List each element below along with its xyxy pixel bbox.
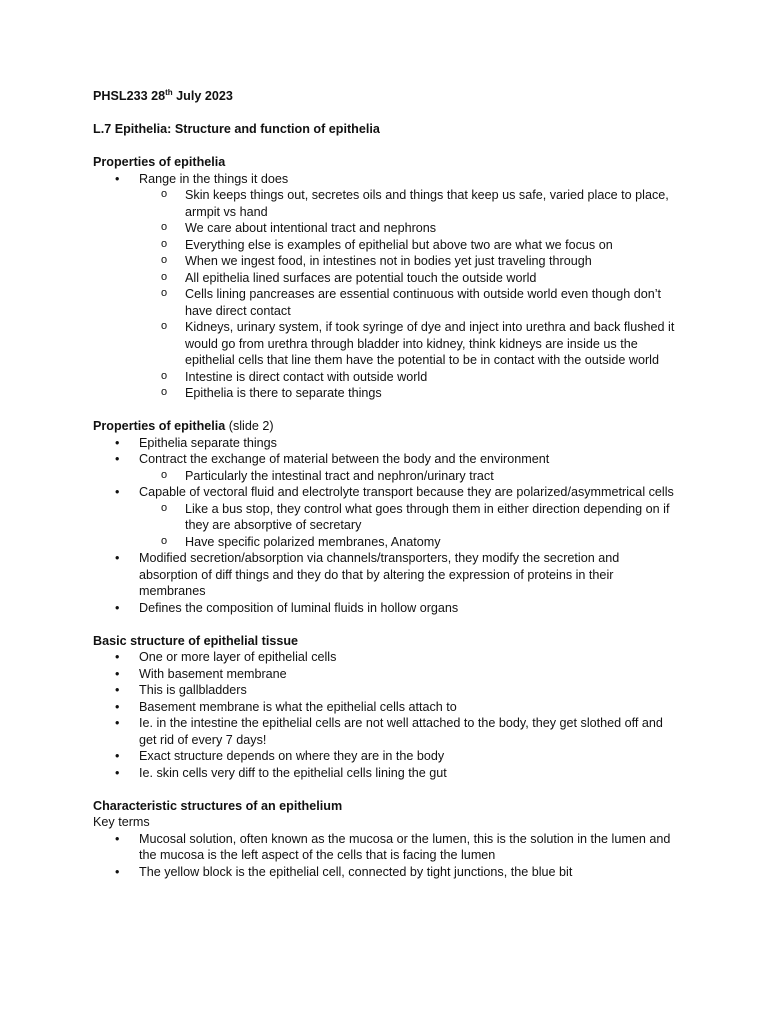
bullet-item: • Ie. in the intestine the epithelial cells are not well attached to the body, they get slothed off and get rid of every 7 days!: [93, 715, 678, 748]
bullet-item: • One or more layer of epithelial cells: [93, 649, 678, 666]
bullet-item: • The yellow block is the epithelial cell, connected by tight junctions, the blue bit: [93, 864, 678, 881]
bullet-item: • Range in the things it does: [93, 171, 678, 188]
sub-bullet-item: o Skin keeps things out, secretes oils and things that keep us safe, varied place to place, armpit vs hand: [93, 187, 678, 220]
section-heading: [93, 154, 678, 171]
document-body: [93, 88, 678, 880]
bullet-item: • Mucosal solution, often known as the mucosa or the lumen, this is the solution in the lumen and the mucosa is the left aspect of the cells that is facing the lumen: [93, 831, 678, 864]
bullet-item: • Contract the exchange of material between the body and the environment: [93, 451, 678, 468]
bullet-item: • With basement membrane: [93, 666, 678, 683]
section-heading: [93, 633, 678, 650]
section-intro: Key terms: [93, 815, 150, 829]
section-heading: [93, 418, 678, 435]
sub-bullet-item: o Like a bus stop, they control what goes through them in either direction depending on if they are absorptive of secretary: [93, 501, 678, 534]
bullet-item: • Exact structure depends on where they are in the body: [93, 748, 678, 765]
section-heading-suffix: (slide 2): [225, 419, 274, 433]
bullet-list: [93, 649, 678, 781]
sub-bullet-item: o When we ingest food, in intestines not in bodies yet just traveling through: [93, 253, 678, 270]
notes-sections: [93, 154, 678, 880]
bullet-item: • Basement membrane is what the epithelial cells attach to: [93, 699, 678, 716]
bullet-item: • Ie. skin cells very diff to the epithelial cells lining the gut: [93, 765, 678, 782]
section-heading-text: Properties of epithelia: [93, 155, 226, 169]
document-header: [93, 88, 678, 105]
section-heading-text: Characteristic structures of an epithelium: [93, 798, 343, 813]
sub-bullet-item: o Cells lining pancreases are essential continuous with outside world even though don’t have direct contact: [93, 286, 678, 319]
bullet-item: • This is gallbladders: [93, 682, 678, 699]
sub-bullet-item: o Particularly the intestinal tract and nephron/urinary tract: [93, 468, 678, 485]
sub-bullet-item: o Have specific polarized membranes, Anatomy: [93, 534, 678, 551]
sub-bullet-item: o Kidneys, urinary system, if took syringe of dye and inject into urethra and back flushed it would go from urethra through bladder into kidney, think kidneys are inside us the epithelial cells that line them have the potential to be in contact with the outside world: [93, 319, 678, 369]
bullet-item: • Epithelia separate things: [93, 435, 678, 452]
bullet-item: • Defines the composition of luminal fluids in hollow organs: [93, 600, 678, 617]
sub-bullet-item: o Epithelia is there to separate things: [93, 385, 678, 402]
bullet-list: [93, 435, 678, 617]
section-heading-text: Basic structure of epithelial tissue: [93, 633, 299, 648]
lecture-title: L.7 Epithelia: Structure and function of epithelia: [93, 122, 380, 136]
date-ordinal: th: [165, 87, 173, 97]
section-heading: [93, 798, 678, 815]
bullet-list: [93, 171, 678, 402]
section-heading-text: Properties of epithelia: [93, 419, 226, 433]
sub-bullet-item: o All epithelia lined surfaces are potential touch the outside world: [93, 270, 678, 287]
bullet-list: [93, 831, 678, 881]
sub-bullet-item: o We care about intentional tract and nephrons: [93, 220, 678, 237]
bullet-item: • Capable of vectoral fluid and electrolyte transport because they are polarized/asymmetrical cells: [93, 484, 678, 501]
bullet-item: • Modified secretion/absorption via channels/transporters, they modify the secretion and absorption of diff things and they do that by altering the expression of proteins in their membranes: [93, 550, 678, 600]
course-code: PHSL233 28: [93, 89, 166, 103]
sub-bullet-item: o Intestine is direct contact with outside world: [93, 369, 678, 386]
sub-bullet-item: o Everything else is examples of epithelial but above two are what we focus on: [93, 237, 678, 254]
date-rest: July 2023: [172, 89, 233, 103]
